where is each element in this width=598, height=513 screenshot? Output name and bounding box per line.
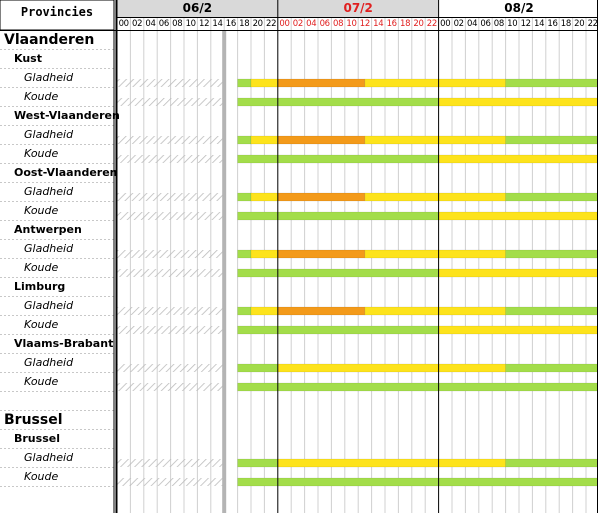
day-label-0: 06/2 (182, 1, 213, 15)
province-kust-label: Kust (14, 52, 42, 65)
west-vlaanderen-koude-segment-green (238, 155, 439, 163)
hour-label: 16 (547, 19, 558, 29)
west-vlaanderen-gladheid-segment-yellow (365, 136, 506, 144)
west-vlaanderen-gladheid-segment-green (238, 136, 251, 144)
west-vlaanderen-koude-segment-yellow (439, 155, 598, 163)
hour-label: 22 (426, 19, 437, 29)
brussel-koude-segment-green (238, 478, 598, 486)
hour-label: 12 (198, 19, 210, 29)
west-vlaanderen-gladheid-segment-yellow (251, 136, 278, 144)
hour-label: 08 (332, 19, 344, 29)
province-vlaams-brabant-label: Vlaams-Brabant (14, 337, 114, 350)
oost-vlaanderen-koude-label: Koude (24, 204, 59, 217)
hour-label: 00 (440, 19, 451, 29)
oost-vlaanderen-gladheid-segment-yellow (365, 193, 506, 201)
antwerpen-gladheid-segment-yellow (365, 250, 506, 258)
antwerpen-koude-label: Koude (24, 261, 59, 274)
limburg-koude-label: Koude (24, 318, 59, 331)
kust-koude-segment-yellow (439, 98, 598, 106)
oost-vlaanderen-koude-segment-yellow (439, 212, 598, 220)
antwerpen-gladheid-segment-yellow (251, 250, 278, 258)
hour-label: 18 (399, 19, 411, 29)
hour-label: 20 (413, 19, 424, 29)
oost-vlaanderen-gladheid-segment-green (506, 193, 598, 201)
day-label-2: 08/2 (504, 1, 534, 15)
antwerpen-koude-segment-yellow (439, 269, 598, 277)
brussel-gladheid-segment-yellow (278, 459, 506, 467)
vlaams-brabant-gladheid-label: Gladheid (24, 356, 74, 369)
kust-gladheid-segment-orange (278, 79, 365, 87)
hour-label: 02 (453, 19, 464, 29)
hour-label: 12 (359, 19, 370, 29)
province-limburg-label: Limburg (14, 280, 66, 293)
hour-label: 00 (118, 19, 129, 29)
vlaams-brabant-gladheid-segment-yellow (278, 364, 506, 372)
brussel-gladheid-segment-green (506, 459, 598, 467)
hour-label: 12 (520, 19, 531, 29)
antwerpen-gladheid-segment-green (506, 250, 598, 258)
hour-label: 14 (373, 19, 384, 29)
west-vlaanderen-gladheid-label: Gladheid (24, 128, 74, 141)
limburg-koude-segment-yellow (439, 326, 598, 334)
oost-vlaanderen-gladheid-segment-green (238, 193, 251, 201)
vlaams-brabant-koude-label: Koude (24, 375, 59, 388)
vlaams-brabant-gladheid-segment-green (238, 364, 278, 372)
antwerpen-gladheid-segment-orange (278, 250, 365, 258)
hour-label: 14 (533, 19, 545, 29)
antwerpen-gladheid-label: Gladheid (24, 242, 74, 255)
hour-label: 20 (574, 19, 585, 29)
hour-label: 22 (265, 19, 277, 29)
kust-gladheid-segment-yellow (251, 79, 278, 87)
antwerpen-gladheid-segment-green (238, 250, 251, 258)
province-oost-vlaanderen-label: Oost-Vlaanderen (14, 166, 118, 179)
west-vlaanderen-gladheid-segment-orange (278, 136, 365, 144)
hour-label: 04 (306, 19, 317, 29)
hour-label: 08 (493, 19, 504, 29)
vlaams-brabant-koude-segment-green (238, 383, 598, 391)
west-vlaanderen-koude-label: Koude (24, 147, 59, 160)
limburg-gladheid-segment-yellow (365, 307, 506, 315)
province-antwerpen-label: Antwerpen (14, 223, 82, 236)
oost-vlaanderen-gladheid-segment-yellow (251, 193, 278, 201)
brussel-koude-label: Koude (24, 470, 59, 483)
kust-koude-label: Koude (24, 90, 59, 103)
oost-vlaanderen-koude-segment-green (238, 212, 439, 220)
west-vlaanderen-gladheid-segment-green (506, 136, 598, 144)
hour-label: 16 (386, 19, 397, 29)
limburg-gladheid-segment-orange (278, 307, 365, 315)
region-vlaanderen-label: Vlaanderen (4, 32, 95, 48)
day-label-1: 07/2 (343, 1, 373, 15)
hour-label: 10 (346, 19, 357, 29)
antwerpen-koude-segment-green (238, 269, 439, 277)
hour-label: 14 (212, 19, 223, 29)
hour-label: 10 (507, 19, 518, 29)
limburg-gladheid-segment-green (506, 307, 598, 315)
brussel-gladheid-segment-green (238, 459, 278, 467)
hour-label: 22 (587, 19, 598, 29)
hour-label: 04 (145, 19, 156, 29)
oost-vlaanderen-gladheid-label: Gladheid (24, 185, 74, 198)
hour-label: 06 (480, 19, 491, 29)
now-line (222, 30, 226, 513)
hour-label: 20 (252, 19, 263, 29)
oost-vlaanderen-gladheid-segment-orange (278, 193, 365, 201)
province-west-vlaanderen-label: West-Vlaanderen (14, 109, 120, 122)
hour-label: 02 (292, 19, 303, 29)
province-brussel-label: Brussel (14, 432, 60, 445)
hour-label: 16 (225, 19, 236, 29)
limburg-gladheid-segment-green (238, 307, 251, 315)
limburg-gladheid-segment-yellow (251, 307, 278, 315)
column-title-provincies: Provincies (20, 5, 94, 19)
kust-koude-segment-green (238, 98, 439, 106)
hour-label: 06 (158, 19, 169, 29)
hour-label: 02 (131, 19, 143, 29)
limburg-gladheid-label: Gladheid (24, 299, 74, 312)
kust-gladheid-segment-yellow (365, 79, 506, 87)
limburg-koude-segment-green (238, 326, 439, 334)
hour-label: 00 (279, 19, 290, 29)
hour-label: 18 (239, 19, 250, 29)
vlaams-brabant-gladheid-segment-green (506, 364, 598, 372)
kust-gladheid-segment-green (506, 79, 598, 87)
hour-label: 18 (560, 19, 571, 29)
brussel-gladheid-label: Gladheid (24, 451, 74, 464)
region-brussel-label: Brussel (4, 412, 63, 428)
hour-label: 04 (466, 19, 478, 29)
kust-gladheid-label: Gladheid (24, 71, 74, 84)
kust-gladheid-segment-green (238, 79, 251, 87)
hour-label: 10 (185, 19, 196, 29)
hour-label: 08 (172, 19, 183, 29)
hour-label: 06 (319, 19, 330, 29)
